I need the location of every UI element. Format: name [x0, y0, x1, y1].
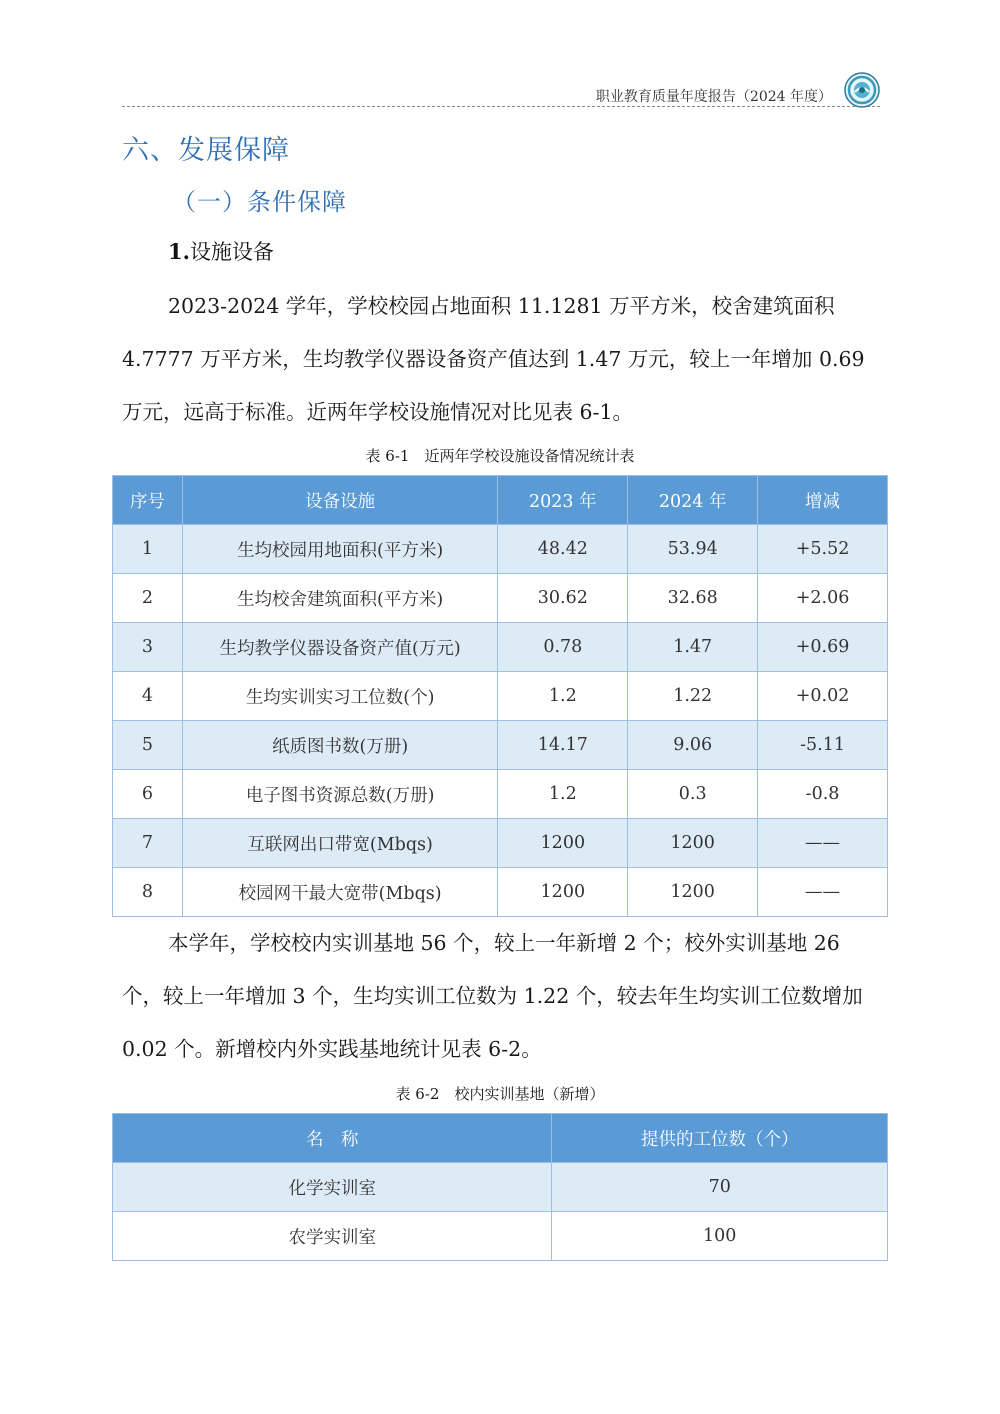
cell-facility: 生均实训实习工位数(个) — [182, 672, 498, 721]
cell-2024: 1.22 — [628, 672, 758, 721]
table-row — [113, 672, 888, 721]
cell-2023: 14.17 — [498, 721, 628, 770]
cell-facility: 生均校园用地面积(平方米) — [182, 525, 498, 574]
header-2024: 2024 年 — [628, 476, 758, 525]
table-row — [113, 770, 888, 819]
header-workstations: 提供的工位数（个） — [552, 1114, 888, 1163]
cell-workstations: 100 — [552, 1212, 888, 1261]
cell-facility: 电子图书资源总数(万册) — [182, 770, 498, 819]
table-row — [113, 574, 888, 623]
cell-index: 5 — [113, 721, 183, 770]
heading-text: 设施设备 — [189, 240, 274, 264]
cell-2023: 1.2 — [498, 770, 628, 819]
table1-caption: 表 6-1 近两年学校设施设备情况统计表 — [365, 447, 635, 465]
facilities-table — [112, 475, 888, 917]
paragraph-facilities: 2023-2024 学年，学校校园占地面积 11.1281 万平方米，校舍建筑面积 4.7777 万平方米，生均教学仪器设备资产值达到 1.47 万元，较上一年增加 0.69 万元，远高于标准。近两年学校设施情况对比见表 6-1。 — [122, 294, 865, 424]
cell-change: +0.02 — [758, 672, 888, 721]
cell-workstations: 70 — [552, 1163, 888, 1212]
sub-subsection-heading — [168, 236, 274, 266]
heading-number: 1. — [168, 239, 190, 264]
cell-facility: 互联网出口带宽(Mbqs) — [182, 819, 498, 868]
table-row — [113, 819, 888, 868]
table-header-row — [113, 476, 888, 525]
cell-2024: 1200 — [628, 868, 758, 917]
cell-2024: 1200 — [628, 819, 758, 868]
cell-2024: 9.06 — [628, 721, 758, 770]
cell-index: 4 — [113, 672, 183, 721]
cell-name: 化学实训室 — [113, 1163, 552, 1212]
cell-change: —— — [758, 868, 888, 917]
cell-change: +2.06 — [758, 574, 888, 623]
training-rooms-table — [112, 1113, 888, 1261]
header-change: 增减 — [758, 476, 888, 525]
cell-2023: 1.2 — [498, 672, 628, 721]
cell-index: 3 — [113, 623, 183, 672]
paragraph-training-bases: 本学年，学校校内实训基地 56 个，较上一年新增 2 个；校外实训基地 26 个，较上一年增加 3 个，生均实训工位数为 1.22 个，较去年生均实训工位数增加 0.02 个。新增校内外实践基地统计见表 6-2。 — [122, 931, 863, 1061]
header-name: 名 称 — [113, 1114, 552, 1163]
subsection-heading: （一）条件保障 — [172, 188, 347, 216]
cell-index: 2 — [113, 574, 183, 623]
header-2023: 2023 年 — [498, 476, 628, 525]
section-heading: 六、发展保障 — [122, 135, 290, 166]
table-row — [113, 623, 888, 672]
school-logo-icon — [844, 72, 880, 108]
cell-change: +5.52 — [758, 525, 888, 574]
cell-facility: 纸质图书数(万册) — [182, 721, 498, 770]
page-header — [122, 72, 880, 107]
cell-change: -0.8 — [758, 770, 888, 819]
cell-2024: 1.47 — [628, 623, 758, 672]
cell-change: -5.11 — [758, 721, 888, 770]
cell-change: —— — [758, 819, 888, 868]
cell-2023: 48.42 — [498, 525, 628, 574]
cell-index: 8 — [113, 868, 183, 917]
table-row — [113, 1212, 888, 1261]
table-row — [113, 525, 888, 574]
header-index: 序号 — [113, 476, 183, 525]
cell-2024: 53.94 — [628, 525, 758, 574]
cell-index: 1 — [113, 525, 183, 574]
cell-facility: 生均教学仪器设备资产值(万元) — [182, 623, 498, 672]
cell-2023: 0.78 — [498, 623, 628, 672]
cell-change: +0.69 — [758, 623, 888, 672]
table-row — [113, 868, 888, 917]
cell-2024: 32.68 — [628, 574, 758, 623]
cell-2023: 30.62 — [498, 574, 628, 623]
table-row — [113, 721, 888, 770]
cell-facility: 校园网干最大宽带(Mbqs) — [182, 868, 498, 917]
table-header-row — [113, 1114, 888, 1163]
header-facility: 设备设施 — [182, 476, 498, 525]
cell-index: 7 — [113, 819, 183, 868]
table2-caption: 表 6-2 校内实训基地（新增） — [395, 1085, 605, 1103]
cell-facility: 生均校舍建筑面积(平方米) — [182, 574, 498, 623]
cell-2023: 1200 — [498, 868, 628, 917]
cell-2024: 0.3 — [628, 770, 758, 819]
table-row — [113, 1163, 888, 1212]
header-title: 职业教育质量年度报告（2024 年度） — [595, 89, 832, 105]
cell-name: 农学实训室 — [113, 1212, 552, 1261]
cell-index: 6 — [113, 770, 183, 819]
cell-2023: 1200 — [498, 819, 628, 868]
